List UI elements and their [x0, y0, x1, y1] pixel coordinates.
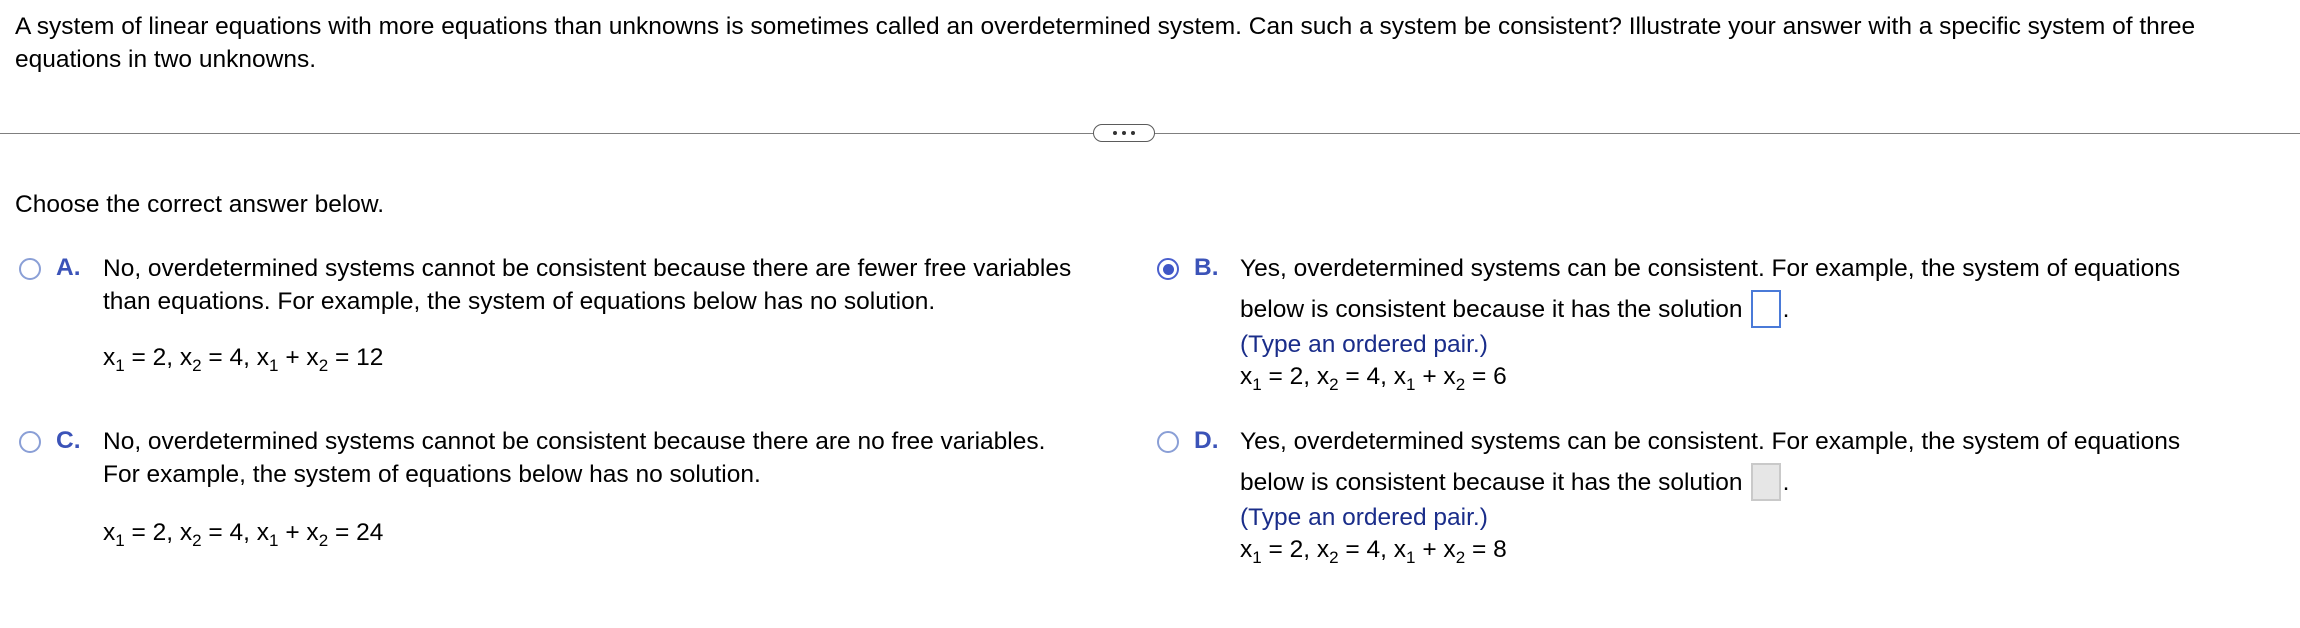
option-d-text: Yes, overdetermined systems can be consistent. For example, the system of equations below is consistent because it has the solution . — [1240, 425, 2290, 501]
option-c-line2: For example, the system of equations below has no solution. — [103, 461, 761, 488]
radio-option-a[interactable] — [19, 258, 41, 280]
option-d-letter: D. — [1194, 427, 1219, 454]
option-b-line2: below is consistent because it has the solution — [1240, 296, 1743, 323]
option-c-letter: C. — [56, 427, 81, 454]
option-d-equations: $x_1 = 2$, $x_2 = 4$, $x_1 + x_2 = 8$ — [1240, 536, 1507, 567]
radio-option-d[interactable] — [1157, 431, 1179, 453]
option-a-letter: A. — [56, 254, 81, 281]
option-a-line1: No, overdetermined systems cannot be consistent because there are fewer free variables — [103, 255, 1072, 282]
option-c-equations: $x_1 = 2$, $x_2 = 4$, $x_1 + x_2 = 24$ — [103, 519, 384, 550]
radio-option-c[interactable] — [19, 431, 41, 453]
option-d-line1: Yes, overdetermined systems can be consistent. For example, the system of equations — [1240, 428, 2181, 455]
option-c-text — [103, 425, 1203, 491]
option-d-answer-input[interactable] — [1751, 463, 1781, 501]
option-a-text — [103, 252, 1203, 318]
radio-option-b[interactable] — [1157, 258, 1179, 280]
option-b-answer-input[interactable] — [1751, 290, 1781, 328]
ellipsis-dot-icon — [1113, 131, 1117, 135]
option-a-line2: than equations. For example, the system of equations below has no solution. — [103, 288, 936, 315]
option-d-line2: below is consistent because it has the solution — [1240, 469, 1743, 496]
ellipsis-dot-icon — [1131, 131, 1135, 135]
option-c-line1: No, overdetermined systems cannot be consistent because there are no free variables. — [103, 428, 1046, 455]
option-b-text: Yes, overdetermined systems can be consistent. For example, the system of equations below is consistent because it has the solution . — [1240, 252, 2290, 328]
answer-prompt: Choose the correct answer below. — [15, 191, 385, 218]
option-d-hint: (Type an ordered pair.) — [1240, 504, 1488, 531]
option-b-equations: $x_1 = 2$, $x_2 = 4$, $x_1 + x_2 = 6$ — [1240, 363, 1507, 394]
question-text: A system of linear equations with more equations than unknowns is sometimes called an overdetermined system. Can such a system be consistent? Illustrate your answer with a specific system of three equations in two unknowns. — [15, 13, 2196, 73]
option-b-line1: Yes, overdetermined systems can be consistent. For example, the system of equations — [1240, 255, 2181, 282]
option-b-hint: (Type an ordered pair.) — [1240, 331, 1488, 358]
more-options-button[interactable] — [1093, 124, 1155, 142]
ellipsis-dot-icon — [1122, 131, 1126, 135]
option-a-equations: $x_1 = 2$, $x_2 = 4$, $x_1 + x_2 = 12$ — [103, 344, 384, 375]
option-b-letter: B. — [1194, 254, 1219, 281]
